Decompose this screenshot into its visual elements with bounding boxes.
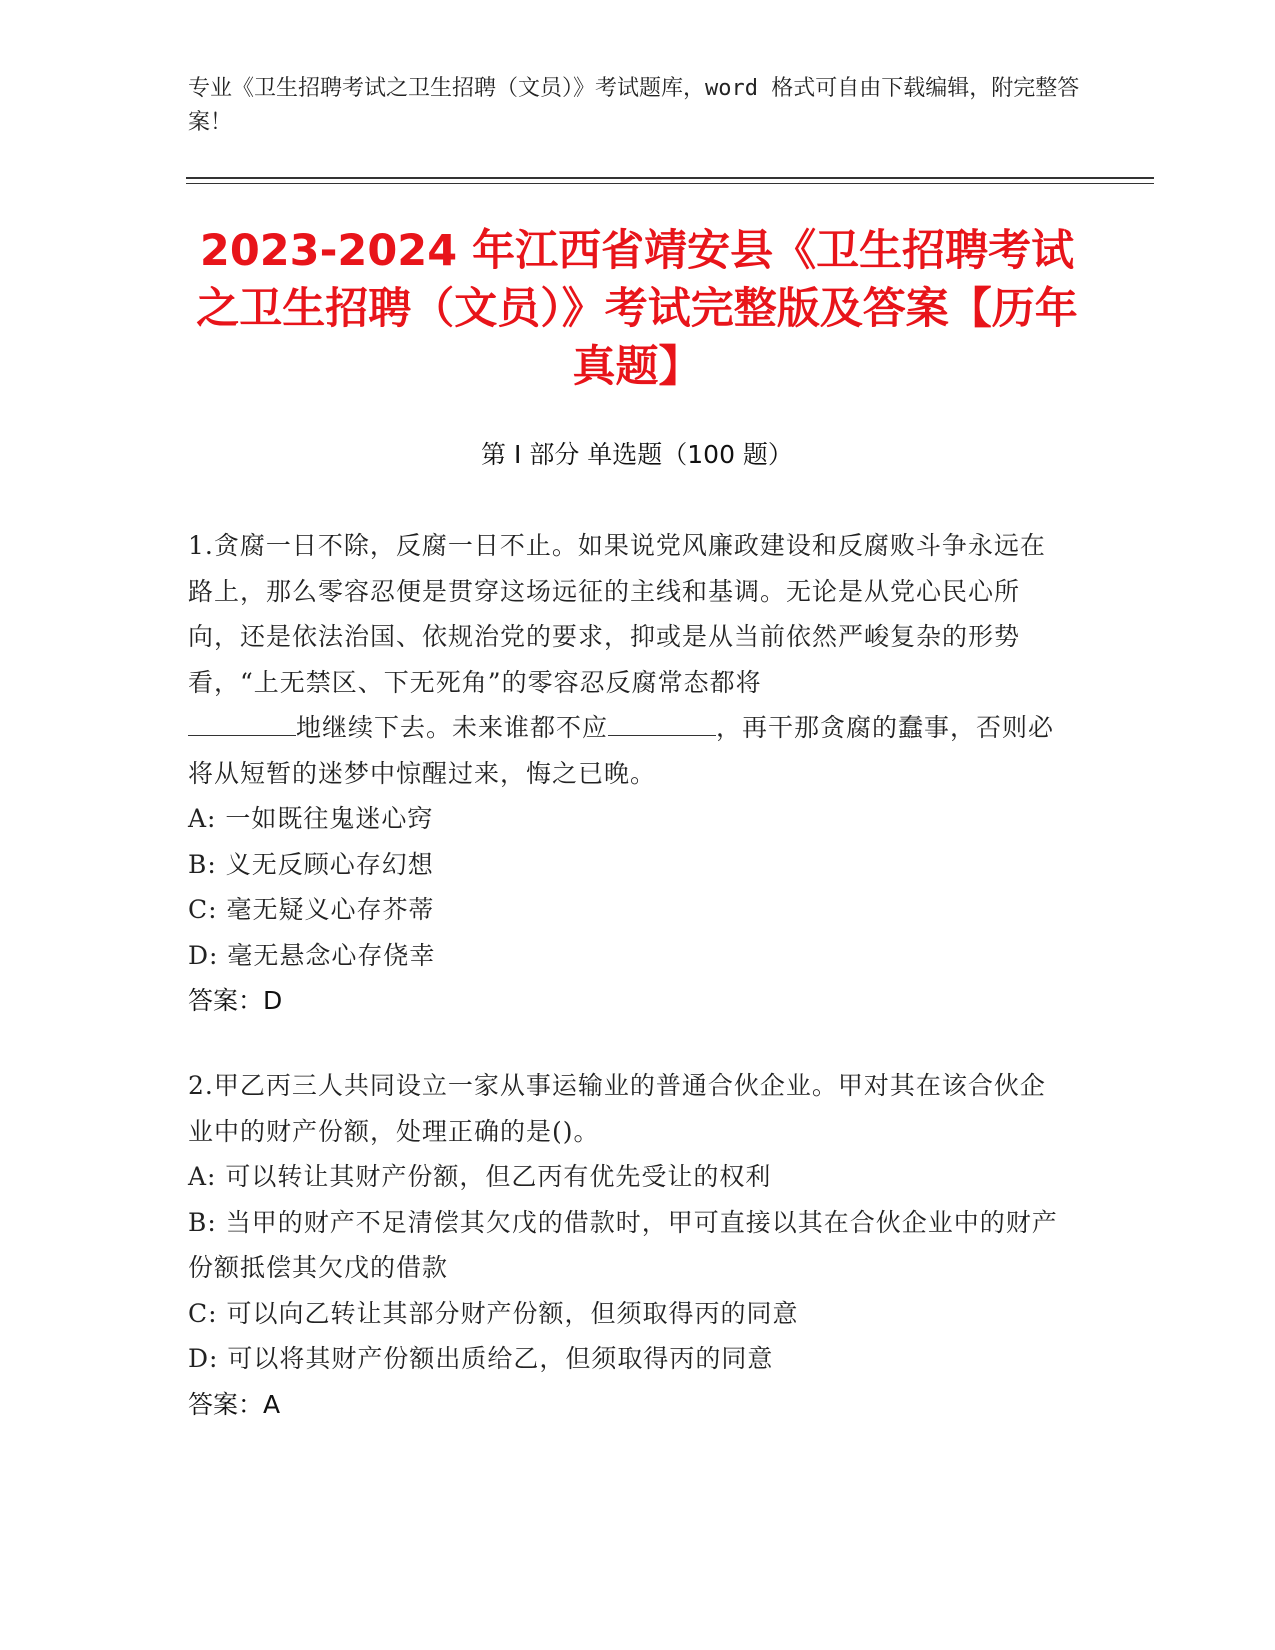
answer: 答案：A bbox=[188, 1389, 281, 1419]
section-heading: 第 I 部分 单选题（100 题） bbox=[481, 440, 793, 469]
option-d: D: 毫无悬念心存侥幸 bbox=[188, 940, 436, 970]
option-c: C: 毫无疑义心存芥蒂 bbox=[188, 895, 435, 924]
question-text: 2.甲乙丙三人共同设立一家从事运输业的普通合伙企业。甲对其在该合伙企业中的财产份额，处理正确的是()。 bbox=[188, 1071, 1046, 1146]
header-divider-thin bbox=[186, 183, 1154, 184]
option-b: B: 义无反顾心存幻想 bbox=[188, 849, 434, 879]
question-text bbox=[188, 523, 1068, 796]
option-a: A: 可以转让其财产份额，但乙丙有优先受让的权利 bbox=[188, 1162, 772, 1191]
header-note: 专业《卫生招聘考试之卫生招聘（文员）》考试题库，word 格式可自由下载编辑，附完整答案！ bbox=[188, 76, 1080, 135]
option-b: B: 当甲的财产不足清偿其欠戊的借款时，甲可直接以其在合伙企业中的财产份额抵偿其欠戊的借款 bbox=[188, 1207, 1058, 1282]
question-text-part-1: 1.贪腐一日不除，反腐一日不止。如果说党风廉政建设和反腐败斗争永远在路上，那么零容忍便是贯穿这场远征的主线和基调。无论是从党心民心所向，还是依法治国、依规治党的要求，抑或是从当前依然严峻复杂的形势看，“上无禁区、下无死角”的零容忍反腐常态都将 bbox=[188, 531, 1046, 697]
question-text-part-2: 地继续下去。未来谁都不应 bbox=[296, 713, 609, 742]
fill-blank-1 bbox=[188, 713, 296, 736]
header-divider-thick bbox=[186, 177, 1154, 179]
option-d: D: 可以将其财产份额出质给乙，但须取得丙的同意 bbox=[188, 1344, 774, 1373]
option-c: C: 可以向乙转让其部分财产份额，但须取得丙的同意 bbox=[188, 1298, 799, 1328]
document-title: 2023-2024 年江西省靖安县《卫生招聘考试之卫生招聘（文员）》考试完整版及答案【历年真题】 bbox=[196, 226, 1078, 392]
fill-blank-2 bbox=[608, 713, 716, 736]
answer: 答案：D bbox=[188, 986, 283, 1015]
question-1 bbox=[188, 523, 1068, 1024]
question-2 bbox=[188, 1063, 1068, 1427]
option-a: A: 一如既往鬼迷心窍 bbox=[188, 804, 434, 833]
question-text-part-3: ，再干那贪腐的蠢事，否则必将从短暂的迷梦中惊醒过来，悔之已晚。 bbox=[188, 713, 1055, 788]
